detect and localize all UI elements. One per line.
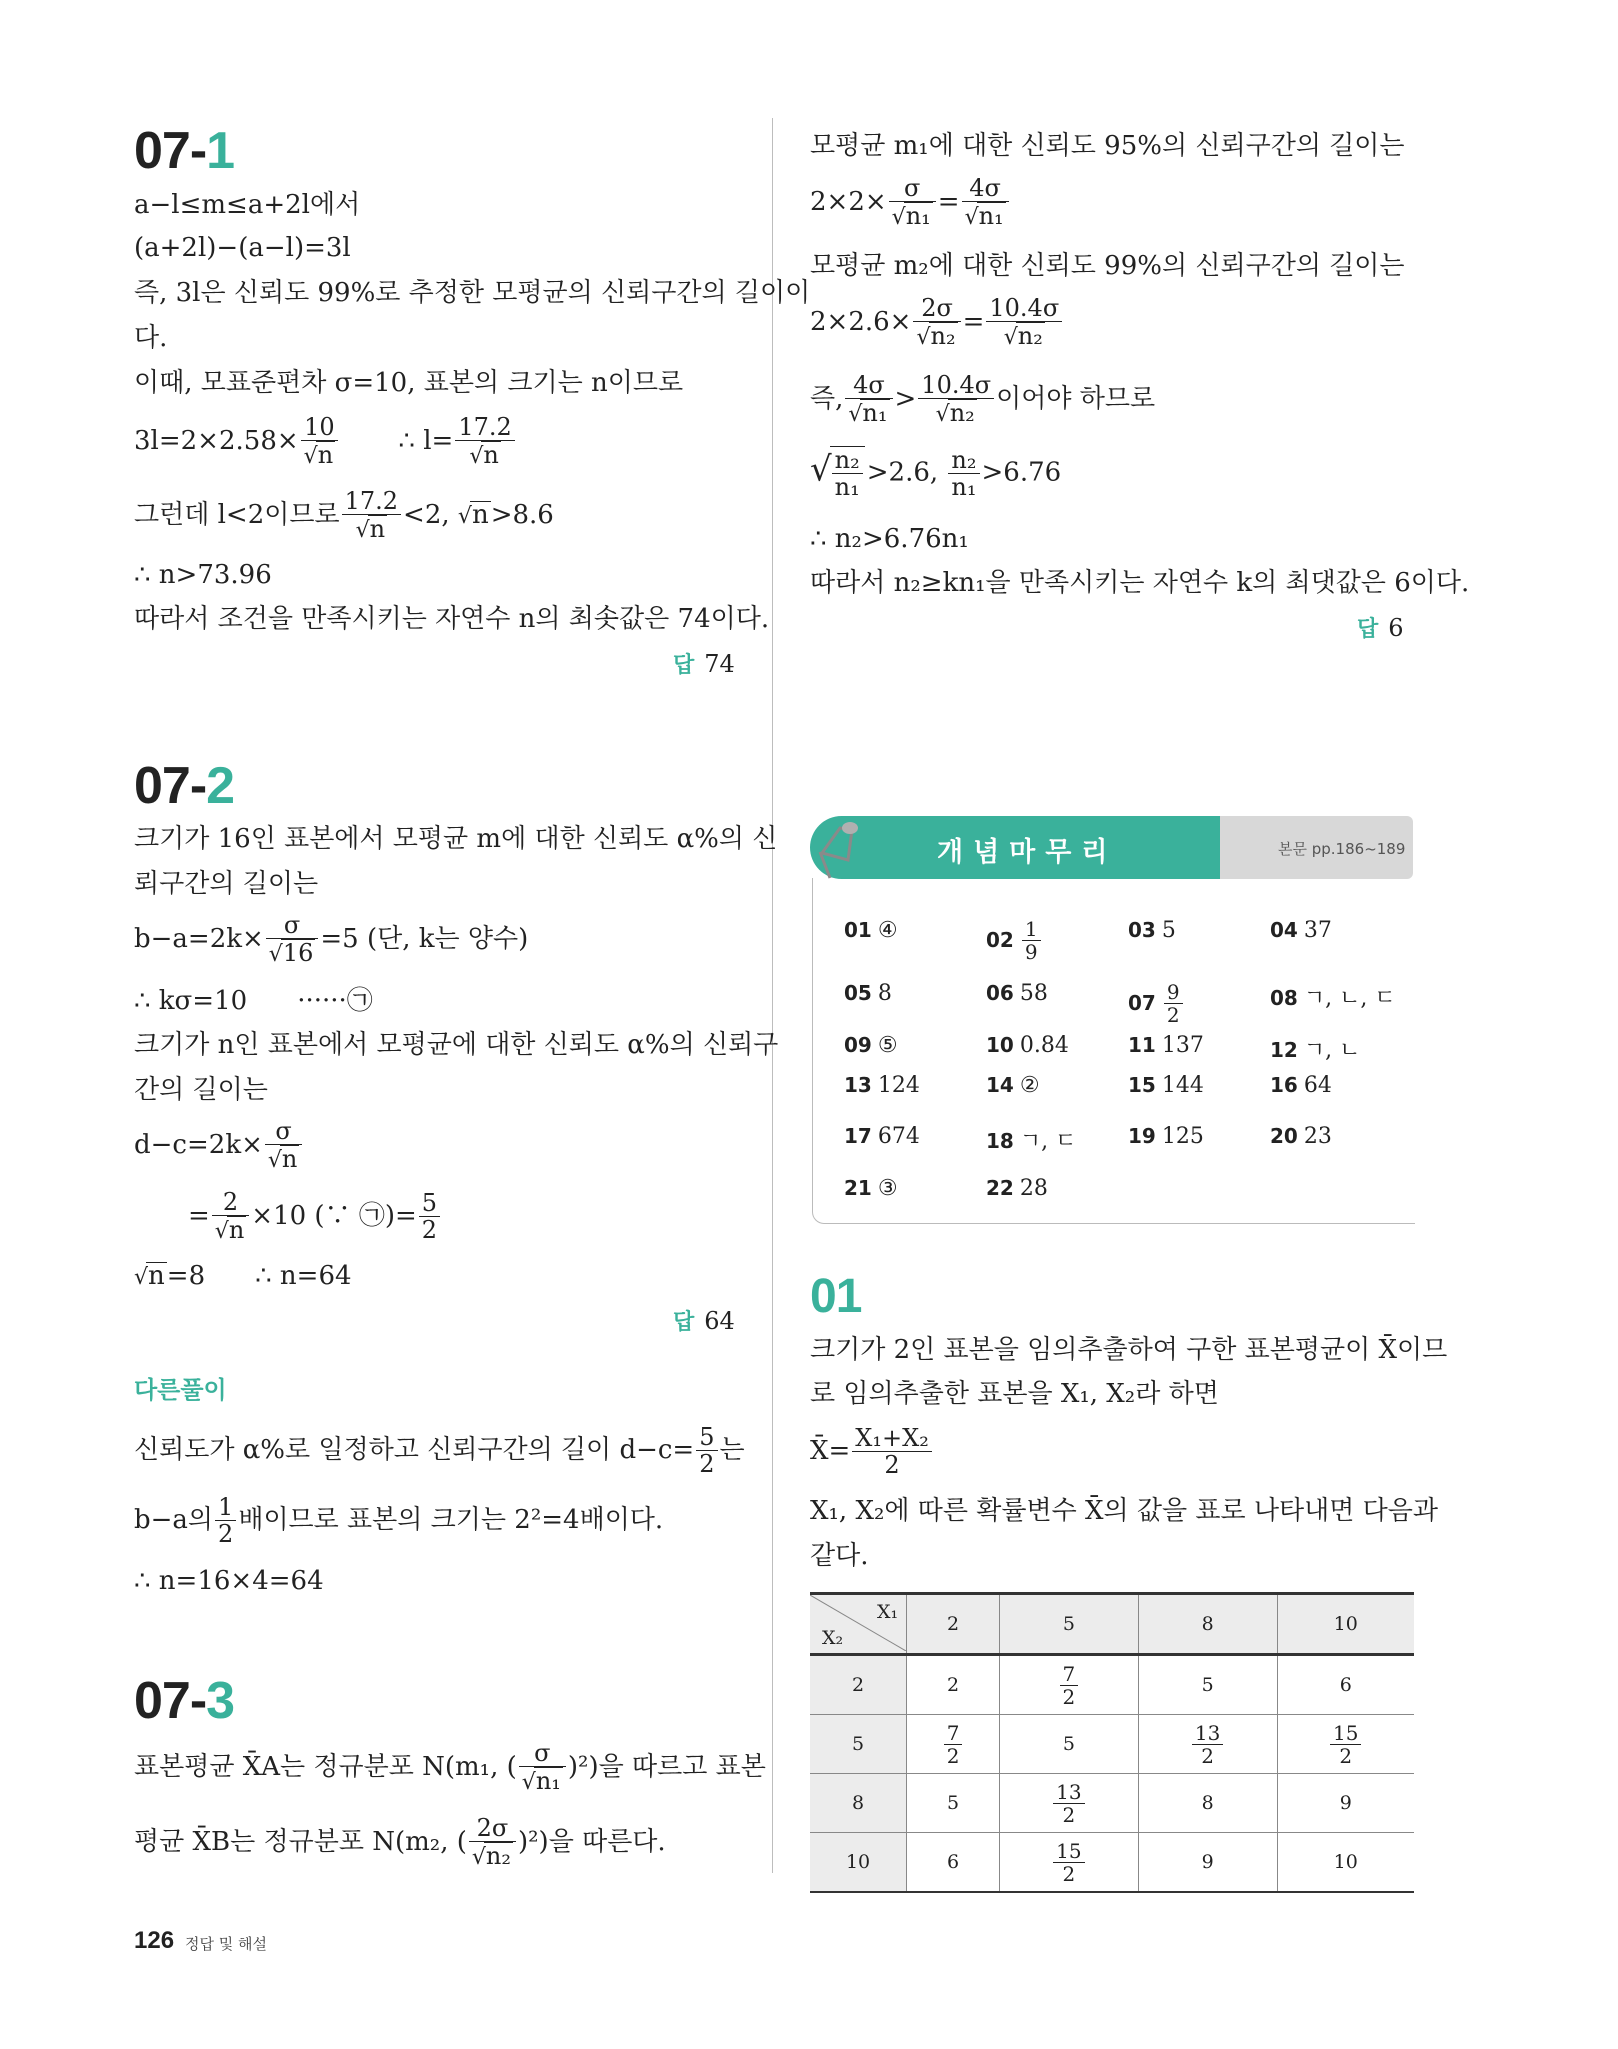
heading-07-2: 07-2 bbox=[134, 757, 235, 815]
page-number: 126 bbox=[134, 1927, 175, 1954]
table-row-header: 5 bbox=[810, 1715, 907, 1774]
table-cell: 2 bbox=[907, 1655, 1000, 1715]
equation: d−c=2k× $\frac{\sigma}{√n}$ bbox=[134, 1118, 304, 1174]
summary-title: 개념마무리 bbox=[937, 837, 1118, 868]
table-col-header: 10 bbox=[1277, 1594, 1414, 1655]
table-cell: 5 bbox=[907, 1774, 1000, 1833]
table-cell: 10 bbox=[1277, 1833, 1414, 1893]
summary-answer-20: 20 23 bbox=[1270, 1124, 1332, 1149]
text-line: a−l≤m≤a+2l에서 bbox=[134, 190, 361, 220]
text-line: ∴ n₂>6.76n₁ bbox=[810, 524, 969, 554]
text-line: 같다. bbox=[810, 1541, 869, 1571]
heading-07-3: 07-3 bbox=[134, 1672, 235, 1730]
answer-07-2: 답 64 bbox=[673, 1307, 735, 1335]
text-line: 크기가 2인 표본을 임의추출하여 구한 표본평균이 X̄이므 bbox=[810, 1335, 1448, 1365]
table-corner-cell: X₁ X₂ bbox=[810, 1594, 907, 1655]
table-cell: 6 bbox=[907, 1833, 1000, 1893]
table-cell: 9 bbox=[1277, 1774, 1414, 1833]
text-line: (a+2l)−(a−l)=3l bbox=[134, 233, 351, 263]
table-row bbox=[810, 1774, 1414, 1833]
summary-answer-14: 14 ② bbox=[986, 1073, 1040, 1098]
summary-answer-22: 22 28 bbox=[986, 1176, 1048, 1201]
equation: √ $\frac{\text{n₂}}{\text{n₁}}$ >2.6, $\frac{\text{n₂}}{\text{n₁}}$ >6.76 bbox=[810, 445, 1062, 502]
equation: = $\frac{2}{√n}$ ×10 (∵ ㉠)= $\frac{5}{2}$ bbox=[188, 1189, 442, 1245]
table-cell: 5 bbox=[1138, 1655, 1277, 1715]
text-line: 즉, 3l은 신뢰도 99%로 추정한 모평균의 신뢰구간의 길이이 bbox=[134, 278, 811, 308]
summary-answer-18: 18 ㄱ, ㄷ bbox=[986, 1129, 1077, 1154]
table-cell: $\frac{13}{2}$ bbox=[1138, 1715, 1277, 1774]
table-cell: 6 bbox=[1277, 1655, 1414, 1715]
summary-answer-09: 09 ⑤ bbox=[844, 1033, 898, 1058]
equation: b−a의 $\frac{1}{2}$ 배이므로 표본의 크기는 2²=4배이다. bbox=[134, 1493, 664, 1549]
table-cell: $\frac{15}{2}$ bbox=[1277, 1715, 1414, 1774]
table-cell: $\frac{13}{2}$ bbox=[999, 1774, 1138, 1833]
table-col-header: 8 bbox=[1138, 1594, 1277, 1655]
table-cell: $\frac{15}{2}$ bbox=[999, 1833, 1138, 1893]
summary-answer-15: 15 144 bbox=[1128, 1073, 1204, 1098]
summary-answer-21: 21 ③ bbox=[844, 1176, 898, 1201]
table-row-header: 10 bbox=[810, 1833, 907, 1893]
answer-07-1: 답 74 bbox=[673, 650, 735, 678]
summary-answer-13: 13 124 bbox=[844, 1073, 920, 1098]
table-row-header: 8 bbox=[810, 1774, 907, 1833]
summary-answer-01: 01 ④ bbox=[844, 918, 898, 943]
summary-answer-03: 03 5 bbox=[1128, 918, 1176, 943]
heading-07-1: 07-1 bbox=[134, 122, 235, 180]
equation: 2×2.6× $\frac{2\sigma}{\text{√n₂}}$ = $\frac{10.4\sigma}{\text{√n₂}}$ bbox=[810, 295, 1064, 351]
summary-answer-08: 08 ㄱ, ㄴ, ㄷ bbox=[1270, 986, 1396, 1011]
equation: √n=8 ∴ n=64 bbox=[134, 1261, 352, 1291]
text-line: 모평균 m₂에 대한 신뢰도 99%의 신뢰구간의 길이는 bbox=[810, 251, 1405, 281]
summary-answer-17: 17 674 bbox=[844, 1124, 920, 1149]
pin-icon bbox=[812, 808, 872, 888]
table-header-row bbox=[810, 1594, 1414, 1655]
equation: ∴ kσ=10 ······㉠ bbox=[134, 986, 373, 1016]
text-line: ∴ n=16×4=64 bbox=[134, 1566, 324, 1596]
summary-answer-19: 19 125 bbox=[1128, 1124, 1204, 1149]
summary-answer-04: 04 37 bbox=[1270, 918, 1332, 943]
text-line: 모평균 m₁에 대한 신뢰도 95%의 신뢰구간의 길이는 bbox=[810, 131, 1405, 161]
equation: b−a=2k× $\frac{\sigma}{√16}$ =5 (단, k는 양수) bbox=[134, 911, 529, 968]
footer-label: 정답 및 해설 bbox=[185, 1935, 267, 1953]
summary-answer-06: 06 58 bbox=[986, 981, 1048, 1006]
table-cell: 8 bbox=[1138, 1774, 1277, 1833]
text-line: 간의 길이는 bbox=[134, 1075, 268, 1105]
summary-answer-16: 16 64 bbox=[1270, 1073, 1332, 1098]
summary-answer-02: 02 $\frac{1}{9}$ bbox=[986, 918, 1043, 963]
equation: 그런데 l<2이므로 $\frac{17.2}{√n}$ <2, √n>8.6 bbox=[134, 487, 554, 544]
alt-solution-title: 다른풀이 bbox=[134, 1376, 227, 1404]
text-line: 따라서 조건을 만족시키는 자연수 n의 최솟값은 74이다. bbox=[134, 604, 770, 634]
equation: 신뢰도가 α%로 일정하고 신뢰구간의 길이 d−c= $\frac{5}{2}$ 는 bbox=[134, 1423, 745, 1479]
equation: X̄= $\frac{\text{X₁+X₂}}{2}$ bbox=[810, 1425, 934, 1479]
answer-07-3: 답 6 bbox=[1357, 614, 1404, 642]
summary-answer-07: 07 $\frac{9}{2}$ bbox=[1128, 981, 1185, 1026]
table-cell: 9 bbox=[1138, 1833, 1277, 1893]
equation: 즉, $\frac{4\sigma}{\text{√n₁}}$ > $\frac{10.4\sigma}{\text{√n₂}}$ 이어야 하므로 bbox=[810, 371, 1156, 428]
text-line: 크기가 n인 표본에서 모평균에 대한 신뢰도 α%의 신뢰구 bbox=[134, 1030, 779, 1060]
table-cell: $\frac{7}{2}$ bbox=[907, 1715, 1000, 1774]
text-line: ∴ n>73.96 bbox=[134, 560, 272, 590]
text-line: 다. bbox=[134, 323, 168, 353]
table-row bbox=[810, 1833, 1414, 1893]
summary-answer-11: 11 137 bbox=[1128, 1033, 1204, 1058]
summary-answer-10: 10 0.84 bbox=[986, 1033, 1069, 1058]
equation: 3l=2×2.58× $\frac{10}{√n}$ ∴ l= $\frac{17.2}{√n}$ bbox=[134, 414, 517, 470]
equation: 2×2× $\frac{\sigma}{\text{√n₁}}$ = $\frac{4\sigma}{\text{√n₁}}$ bbox=[810, 175, 1011, 231]
summary-answer-12: 12 ㄱ, ㄴ bbox=[1270, 1038, 1361, 1063]
text-line: 이때, 모표준편차 σ=10, 표본의 크기는 n이므로 bbox=[134, 368, 684, 398]
summary-answer-05: 05 8 bbox=[844, 981, 892, 1006]
text-line: 뢰구간의 길이는 bbox=[134, 869, 319, 899]
equation: 평균 X̄B는 정규분포 N(m₂, ( $\frac{2\sigma}{\text{√n₂}}$ )²)을 따른다. bbox=[134, 1814, 666, 1871]
text-line: 따라서 n₂≥kn₁을 만족시키는 자연수 k의 최댓값은 6이다. bbox=[810, 568, 1470, 598]
column-divider bbox=[772, 118, 773, 1873]
table-col-header: 5 bbox=[999, 1594, 1138, 1655]
table-cell: 5 bbox=[999, 1715, 1138, 1774]
equation: 표본평균 X̄A는 정규분포 N(m₁, ( $\frac{\sigma}{\text{√n₁}}$ )²)을 따르고 표본 bbox=[134, 1739, 766, 1796]
table-row bbox=[810, 1715, 1414, 1774]
table-col-header: 2 bbox=[907, 1594, 1000, 1655]
heading-01: 01 bbox=[810, 1270, 862, 1323]
table-cell: $\frac{7}{2}$ bbox=[999, 1655, 1138, 1715]
table-row-header: 2 bbox=[810, 1655, 907, 1715]
text-line: 로 임의추출한 표본을 X₁, X₂라 하면 bbox=[810, 1379, 1219, 1409]
summary-ref-text: 본문 pp.186~189 bbox=[1278, 840, 1406, 858]
table-row bbox=[810, 1655, 1414, 1715]
text-line: X₁, X₂에 따른 확률변수 X̄의 값을 표로 나타내면 다음과 bbox=[810, 1496, 1438, 1526]
distribution-table bbox=[810, 1592, 1414, 1893]
text-line: 크기가 16인 표본에서 모평균 m에 대한 신뢰도 α%의 신 bbox=[134, 824, 778, 854]
